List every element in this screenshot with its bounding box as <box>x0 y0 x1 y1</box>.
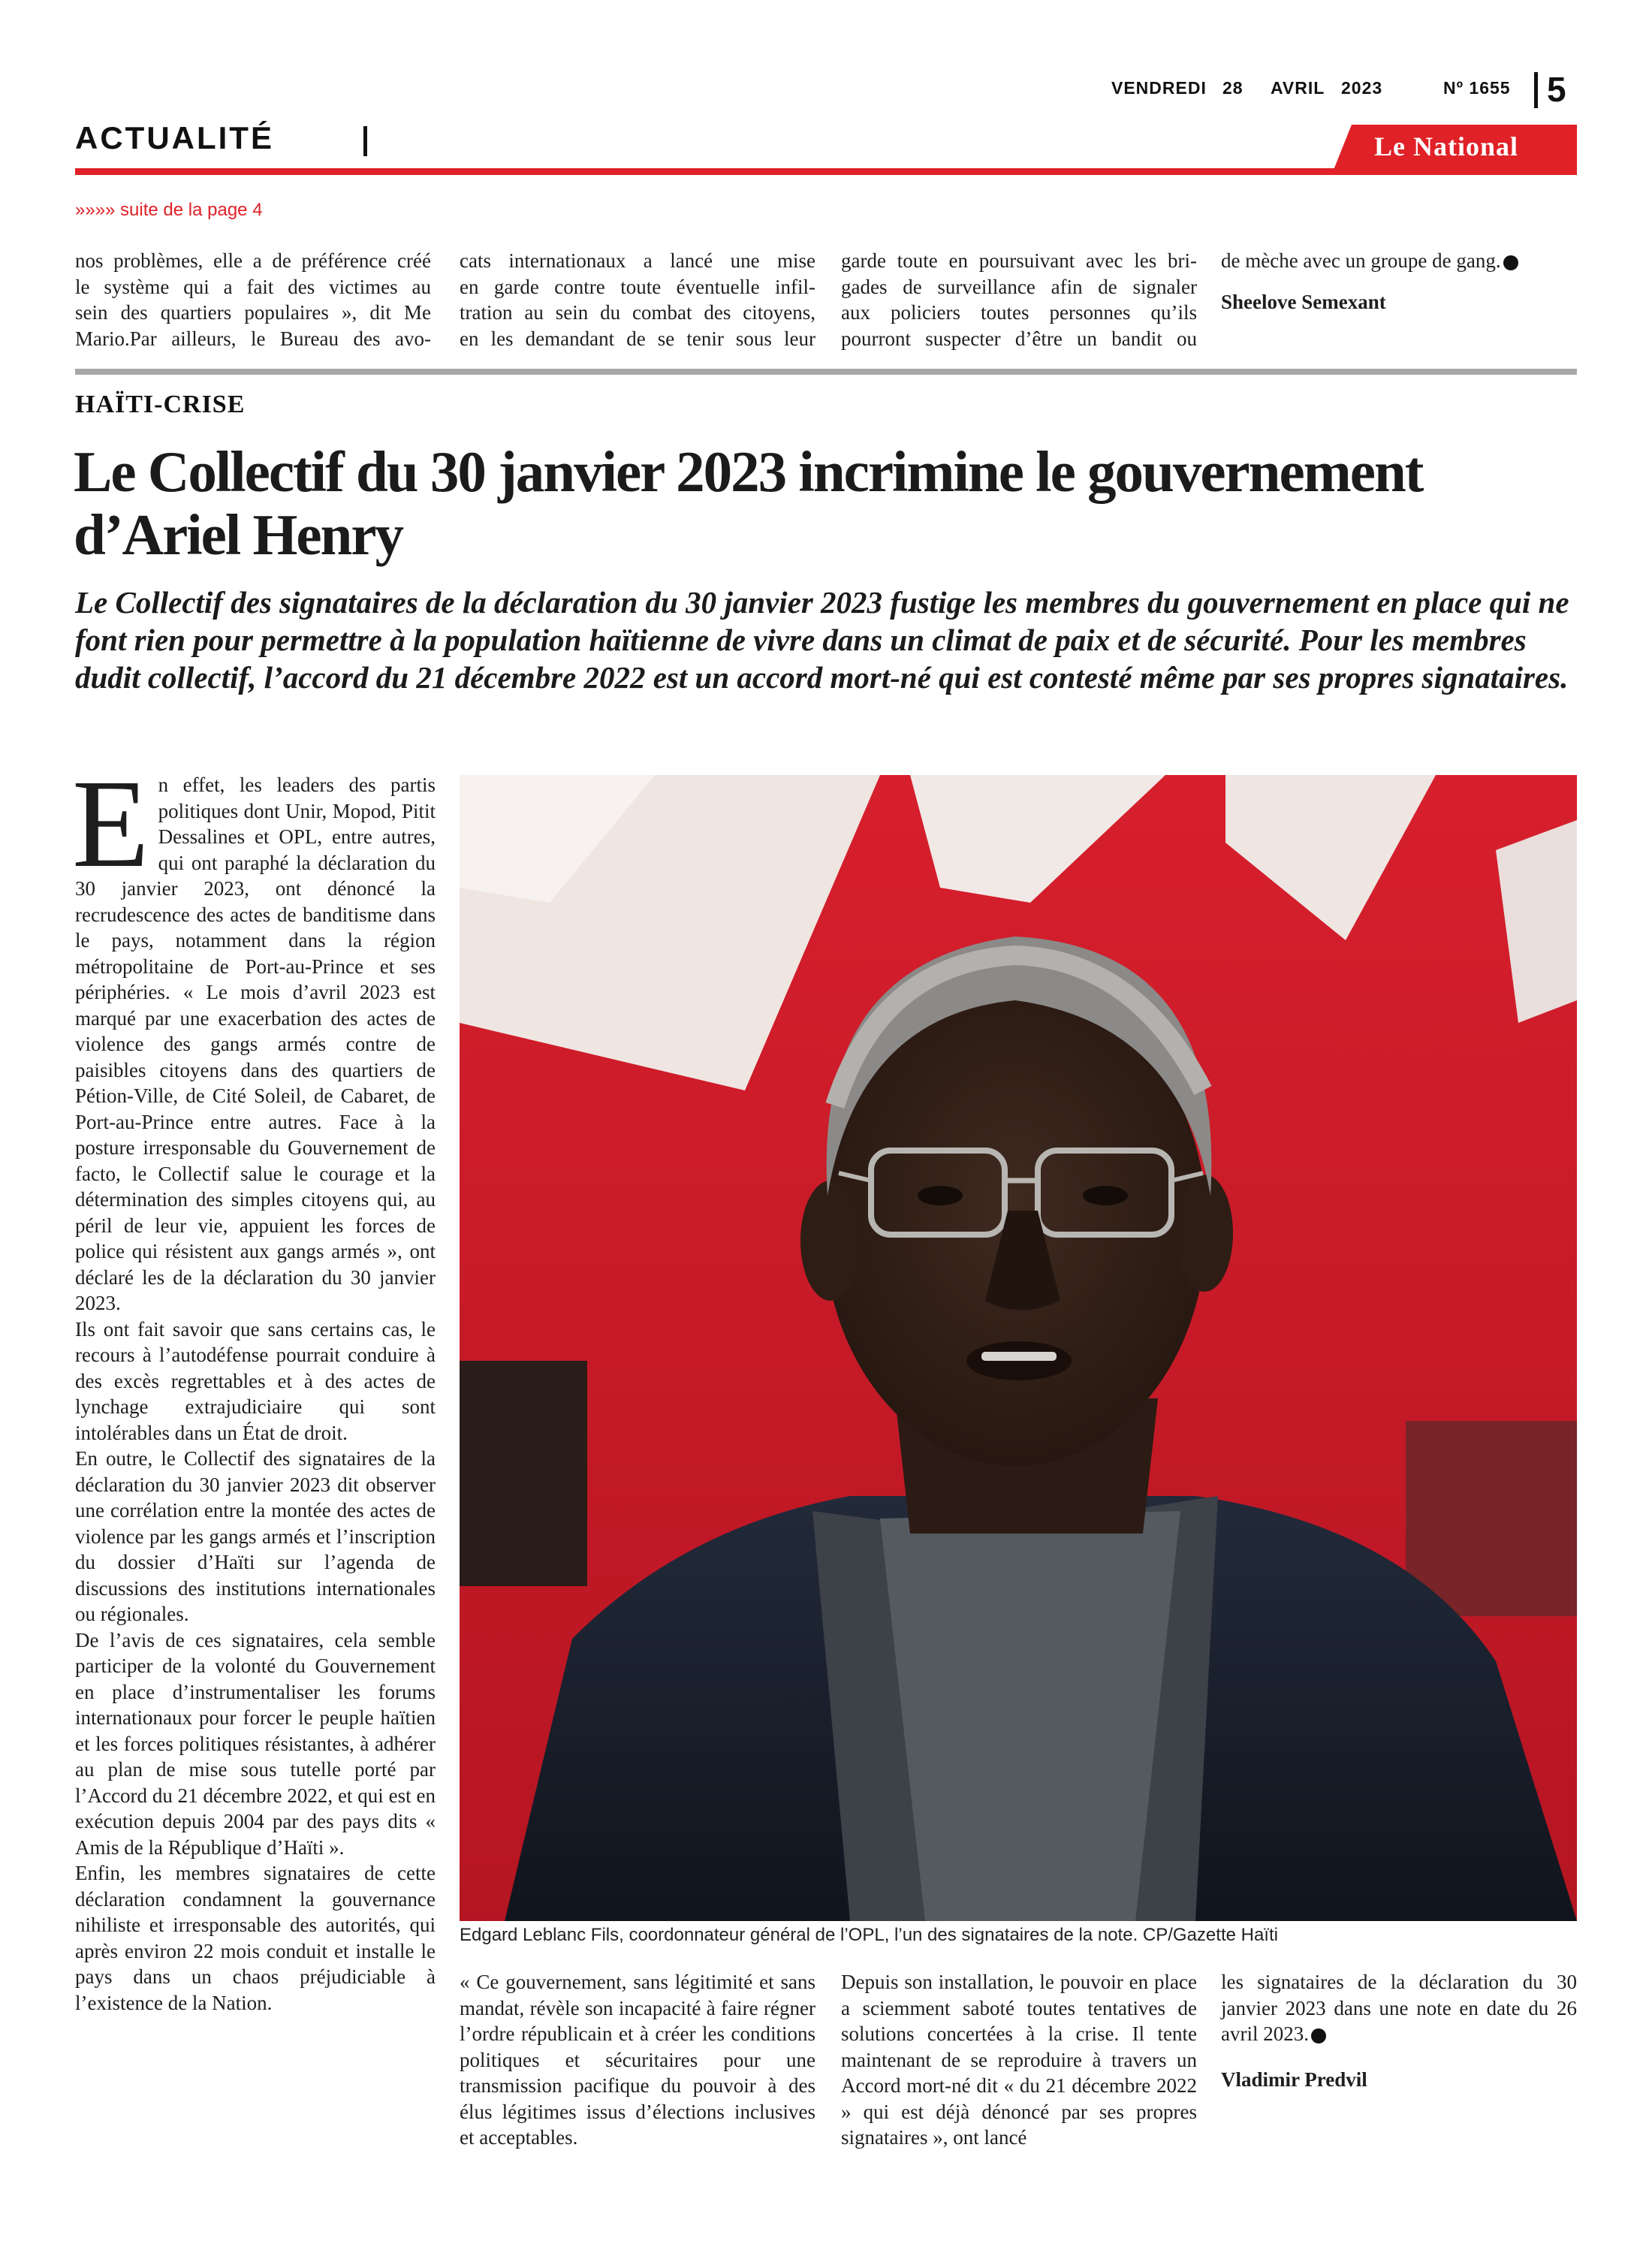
continuation-link[interactable]: »»»» suite de la page 4 <box>75 200 263 220</box>
article-body-column-4 <box>1221 1969 1577 2092</box>
paragraph-2: Ils ont fait savoir que sans certains cas, le recours à l’autodéfense pourrait conduire à des excès regrettables et à des actes de lynchage extrajudiciaire qui sont intolérables dans un État de droit. <box>75 1317 436 1444</box>
continued-byline: Sheelove Semexant <box>1221 290 1386 313</box>
date-weekday: VENDREDI <box>1111 78 1207 98</box>
paragraph-5: Enfin, les membres signataires de cette déclaration condamnent la gouvernance nihiliste et irresponsable des autorités, qui après environ 22 mois conduit et installe le pays dans un chaos préjudiciable à l’existence de la Nation. <box>75 1862 436 2014</box>
headline-line-2: d’Ariel Henry <box>74 502 403 567</box>
article-body-column-1 <box>72 754 436 2016</box>
end-mark-icon <box>1503 255 1518 270</box>
date-day: 28 <box>1222 78 1244 98</box>
drop-cap: E <box>72 754 149 894</box>
header-rule <box>75 168 1577 175</box>
page-number-divider <box>1534 72 1538 108</box>
section-title: ACTUALITÉ <box>75 120 274 155</box>
date-month: AVRIL <box>1271 78 1325 98</box>
continued-line: aux policiers toutes personnes qu’ils <box>841 301 1197 324</box>
continued-line: pourront suspecter d’être un bandit ou <box>841 327 1197 350</box>
section-divider <box>363 126 367 156</box>
continued-column-2 <box>460 248 815 351</box>
article-body-column-2 <box>460 1969 815 2151</box>
paragraph-4: De l’avis de ces signataires, cela semble participer de la volonté du Gouvernement en place d’instrumentaliser les forums internationaux pour forcer le peuple haïtien et les forces politiques résistantes, à adhérer au plan de mise sous tutelle porté par l’Accord du 21 décembre 2022, et qui est en exécution depuis 2004 par des pays dits « Amis de la République d’Haïti ». <box>75 1628 436 1859</box>
continued-line: le système qui a fait des victimes au <box>75 275 431 298</box>
paragraph-7: Depuis son installation, le pouvoir en place a sciemment saboté toutes tentatives de solutions concertées à la crise. Il tente maintenant de se reproduire à travers un Accord mort-né dit « du 21 décembre 2022 » qui est déjà dénoncé par ses propres signataires », ont lancé <box>841 1971 1197 2149</box>
date-year: 2023 <box>1341 78 1383 98</box>
continued-column-4 <box>1221 248 1577 314</box>
continued-ending: de mèche avec un groupe de gang. <box>1221 249 1501 272</box>
article-separator <box>75 369 1577 375</box>
continued-line: gades de surveillance afin de signaler <box>841 275 1197 298</box>
continued-line: tration au sein du combat des citoyens, <box>460 301 815 324</box>
article-kicker: HAÏTI-CRISE <box>75 391 246 418</box>
continued-line: en garde contre toute éventuelle infil- <box>460 275 815 298</box>
photo-caption: Edgard Leblanc Fils, coordonnateur général de l’OPL, l’un des signataires de la note. CP/Gazette Haïti <box>460 1925 1278 1945</box>
continued-column-1 <box>75 248 431 351</box>
brand-name: Le National <box>1374 131 1519 161</box>
page-number: 5 <box>1547 70 1566 109</box>
paragraph-8: les signataires de la déclaration du 30 janvier 2023 dans une note en date du 26 avril 2023. <box>1221 1971 1577 2045</box>
continued-line: cats internationaux a lancé une mise <box>460 249 815 272</box>
issue-number: Nº 1655 <box>1443 78 1511 98</box>
paragraph-1: n effet, les leaders des partis politiques dont Unir, Mopod, Pitit Dessalines et OPL, entre autres, qui ont paraphé la déclaration du 30 janvier 2023, ont dénoncé la recrudescence des actes de banditisme dans le pays, notamment dans la région métropolitaine de Port-au-Prince et ses périphéries. « Le mois d’avril 2023 est marqué par une exacerbation des actes de violence des gangs armés contre de paisibles citoyens dans des quartiers de Pétion-Ville, de Cité Soleil, de Cabaret, de Port-au-Prince entre autres. Face à la posture irresponsable du Gouvernement de facto, le Collectif salue le courage et la détermination des simples citoyens qui, au péril de leur vie, appuient les forces de police qui résistent aux gangs armés », ont déclaré les de la déclaration du 30 janvier 2023. <box>75 774 436 1314</box>
continued-line: Mario.Par ailleurs, le Bureau des avo- <box>75 327 431 350</box>
continued-line: garde toute en poursuivant avec les bri- <box>841 249 1197 272</box>
article-lede: Le Collectif des signataires de la déclaration du 30 janvier 2023 fustige les membres du gouvernement en place qui ne font rien pour permettre à la population haïtienne de vivre dans un climat de paix et de sécurité. Pour les membres dudit collectif, l’accord du 21 décembre 2022 est un accord mort-né qui est contesté même par ses propres signataires. <box>75 585 1569 695</box>
article-headline <box>74 440 1575 566</box>
article-byline: Vladimir Predvil <box>1221 2068 1367 2091</box>
article-photo <box>460 775 1577 1921</box>
end-mark-icon <box>1311 2028 1326 2043</box>
headline-line-1: Le Collectif du 30 janvier 2023 incrimine le gouvernement <box>74 439 1423 504</box>
continued-line: en les demandant de se tenir sous leur <box>460 327 815 350</box>
continued-line: sein des quartiers populaires », dit Me <box>75 301 431 324</box>
paragraph-6: « Ce gouvernement, sans légitimité et sans mandat, révèle son incapacité à faire régner l’ordre républicain et à créer les conditions politiques et sécuritaires pour une transmission pacifique du pouvoir à des élus légitimes issus d’élections inclusives et acceptables. <box>460 1971 815 2149</box>
continued-column-3 <box>841 248 1197 351</box>
article-body-column-3 <box>841 1969 1197 2151</box>
paragraph-3: En outre, le Collectif des signataires de la déclaration du 30 janvier 2023 dit observer une corrélation entre la montée des actes de violence par les gangs armés et l’inscription du dossier d’Haïti sur l’agenda de discussions des institutions internationales ou régionales. <box>75 1447 436 1625</box>
continued-line: nos problèmes, elle a de préférence créé <box>75 249 431 272</box>
